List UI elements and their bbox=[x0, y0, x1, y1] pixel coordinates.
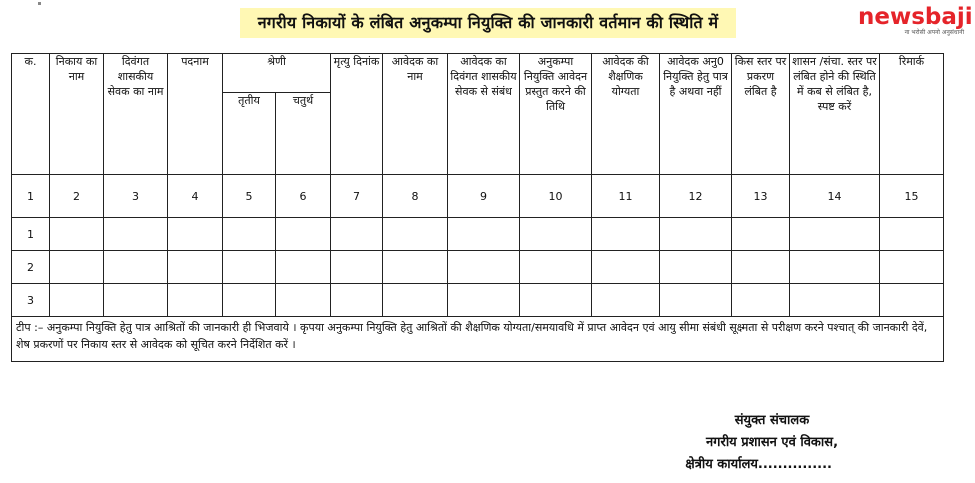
column-number: 11 bbox=[592, 175, 660, 218]
column-number: 4 bbox=[168, 175, 223, 218]
column-number: 15 bbox=[880, 175, 944, 218]
empty-cell bbox=[383, 284, 448, 317]
column-number: 7 bbox=[331, 175, 383, 218]
note-row bbox=[12, 317, 944, 362]
empty-cell bbox=[276, 251, 331, 284]
signature-title: संयुक्त संचालक bbox=[734, 413, 810, 428]
header-eligibility: आवेदक अनु0 नियुक्ति हेतु पात्र है अथवा नहीं bbox=[660, 54, 732, 175]
empty-cell bbox=[790, 218, 880, 251]
empty-cell bbox=[50, 284, 104, 317]
row-number: 1 bbox=[12, 218, 50, 251]
column-number: 6 bbox=[276, 175, 331, 218]
empty-cell bbox=[790, 251, 880, 284]
empty-cell bbox=[223, 251, 276, 284]
empty-cell bbox=[331, 251, 383, 284]
empty-cell bbox=[223, 218, 276, 251]
empty-cell bbox=[276, 284, 331, 317]
empty-cell bbox=[732, 218, 790, 251]
header-relation: आवेदक का दिवंगत शासकीय सेवक से संबंध bbox=[448, 54, 520, 175]
pending-appointments-table bbox=[11, 53, 944, 362]
empty-cell bbox=[168, 251, 223, 284]
column-number: 10 bbox=[520, 175, 592, 218]
note-text: टीप :– अनुकम्पा नियुक्ति हेतु पात्र आश्रितों की जानकारी ही भिजवाये । कृपया अनुकम्पा नियुक्ति हेतु आश्रितों की शैक्षणिक योग्यता/समयावधि में प्राप्त आवेदन एवं आयु सीमा संबंधी सूक्ष्मता से परीक्षण करने पश्चात् की जानकारी देवें, शेष प्रकरणों पर निकाय स्तर से आवेदक को सूचित करने निर्देशित करें । bbox=[12, 317, 944, 362]
column-number: 14 bbox=[790, 175, 880, 218]
scan-speck bbox=[38, 2, 41, 5]
column-number: 5 bbox=[223, 175, 276, 218]
row-number: 2 bbox=[12, 251, 50, 284]
column-number-row bbox=[12, 175, 944, 218]
row-number: 3 bbox=[12, 284, 50, 317]
empty-cell bbox=[880, 251, 944, 284]
empty-cell bbox=[448, 284, 520, 317]
empty-cell bbox=[331, 218, 383, 251]
newsbaji-logo bbox=[858, 4, 973, 44]
empty-cell bbox=[660, 284, 732, 317]
signature-office: क्षेत्रीय कार्यालय............... bbox=[685, 457, 832, 472]
empty-cell bbox=[168, 218, 223, 251]
empty-cell bbox=[520, 284, 592, 317]
empty-cell bbox=[732, 284, 790, 317]
empty-cell bbox=[50, 251, 104, 284]
column-number: 8 bbox=[383, 175, 448, 218]
header-category-third: तृतीय bbox=[223, 93, 276, 175]
header-death-date: मृत्यु दिनांक bbox=[331, 54, 383, 175]
empty-cell bbox=[880, 218, 944, 251]
header-pending-level: किस स्तर पर प्रकरण लंबित है bbox=[732, 54, 790, 175]
column-number: 3 bbox=[104, 175, 168, 218]
empty-cell bbox=[592, 218, 660, 251]
empty-cell bbox=[104, 251, 168, 284]
table-row bbox=[12, 218, 944, 251]
empty-cell bbox=[383, 251, 448, 284]
column-number: 2 bbox=[50, 175, 104, 218]
column-number: 12 bbox=[660, 175, 732, 218]
header-body-name: निकाय का नाम bbox=[50, 54, 104, 175]
column-number: 1 bbox=[12, 175, 50, 218]
header-remarks: रिमार्क bbox=[880, 54, 944, 175]
table-row bbox=[12, 284, 944, 317]
table-row bbox=[12, 251, 944, 284]
empty-cell bbox=[732, 251, 790, 284]
logo-text: newsbaji bbox=[858, 4, 973, 30]
empty-cell bbox=[592, 251, 660, 284]
empty-cell bbox=[383, 218, 448, 251]
empty-cell bbox=[276, 218, 331, 251]
empty-cell bbox=[592, 284, 660, 317]
signature-department: नगरीय प्रशासन एवं विकास, bbox=[705, 435, 839, 450]
header-application-date: अनुकम्पा नियुक्ति आवेदन प्रस्तुत करने की तिथि bbox=[520, 54, 592, 175]
column-number: 13 bbox=[732, 175, 790, 218]
empty-cell bbox=[880, 284, 944, 317]
header-qualification: आवेदक की शैक्षणिक योग्यता bbox=[592, 54, 660, 175]
empty-cell bbox=[448, 218, 520, 251]
empty-cell bbox=[520, 251, 592, 284]
empty-cell bbox=[331, 284, 383, 317]
empty-cell bbox=[520, 218, 592, 251]
empty-cell bbox=[168, 284, 223, 317]
column-number: 9 bbox=[448, 175, 520, 218]
empty-cell bbox=[448, 251, 520, 284]
empty-cell bbox=[104, 284, 168, 317]
empty-cell bbox=[660, 218, 732, 251]
header-category-fourth: चतुर्थ bbox=[276, 93, 331, 175]
header-post: पदनाम bbox=[168, 54, 223, 175]
signature-block bbox=[672, 410, 872, 476]
empty-cell bbox=[223, 284, 276, 317]
header-pending-since: शासन /संचा. स्तर पर लंबित होने की स्थिति में कब से लंबित है, स्पष्ट करें bbox=[790, 54, 880, 175]
empty-cell bbox=[50, 218, 104, 251]
header-deceased-employee-name: दिवंगत शासकीय सेवक का नाम bbox=[104, 54, 168, 175]
empty-cell bbox=[790, 284, 880, 317]
logo-tagline: ना भरोसी अपनो अनुसंधानी bbox=[904, 29, 964, 36]
header-category: श्रेणी bbox=[223, 54, 331, 93]
page-title: नगरीय निकायों के लंबित अनुकम्पा नियुक्ति की जानकारी वर्तमान की स्थिति में bbox=[240, 8, 736, 38]
empty-cell bbox=[660, 251, 732, 284]
header-serial: क. bbox=[12, 54, 50, 175]
header-applicant-name: आवेदक का नाम bbox=[383, 54, 448, 175]
empty-cell bbox=[104, 218, 168, 251]
